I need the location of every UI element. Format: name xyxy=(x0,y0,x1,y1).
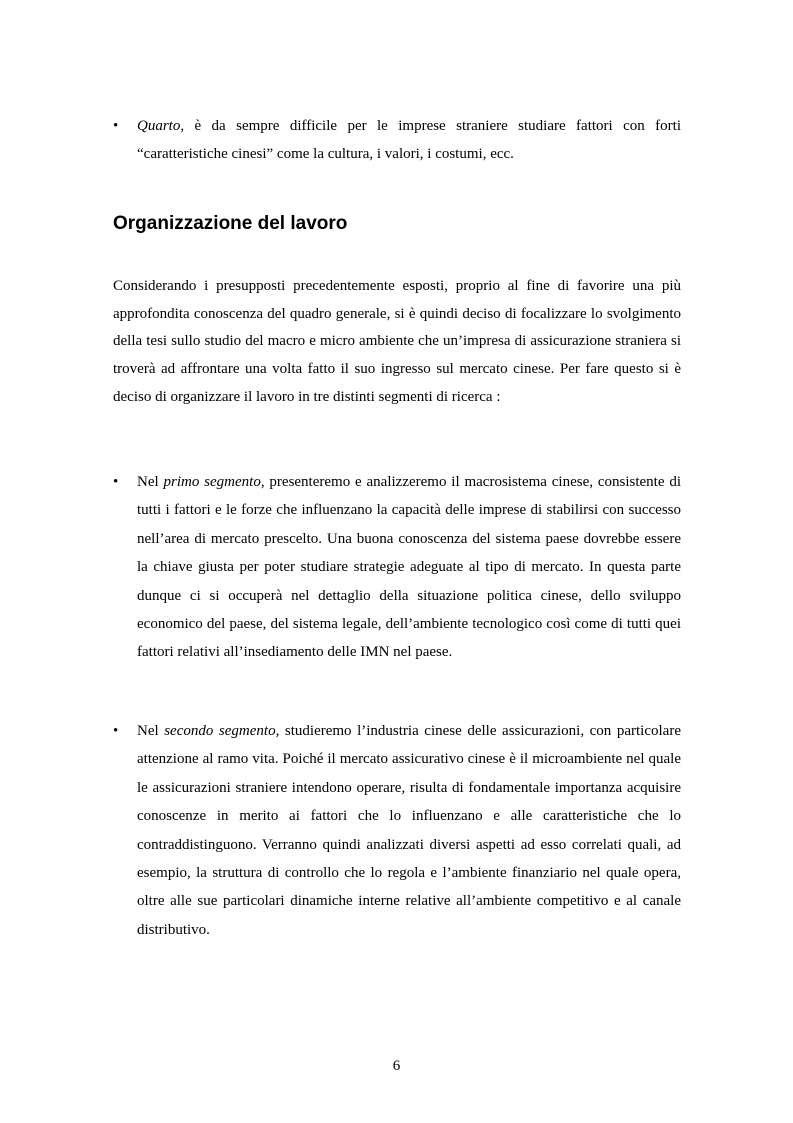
bullet-body: studieremo l’industria cinese delle assicurazioni, con particolare attenzione al ramo vita. Poiché il mercato assicurativo cinese è il microambiente nel quale le assicurazioni straniere intendono operare, risulta di fondamentale importanza acquisire conoscenze in merito ai fattori che lo influenzano e alle caratteristiche che lo contraddistinguono. Verranno quindi analizzati diversi aspetti ad esso correlati quali, ad esempio, la struttura di controllo che lo regola e l’ambiente finanziario nel quale opera, oltre alle sue particolari dinamiche interne relative all’ambiente competitivo e al canale distributivo. xyxy=(137,723,681,938)
bullet-prefix: Nel xyxy=(137,723,165,739)
bullet-item-text xyxy=(137,112,681,169)
bullet-item-secondo-segmento xyxy=(113,717,681,944)
section-heading: Organizzazione del lavoro xyxy=(113,213,348,234)
bullet-body: è da sempre difficile per le imprese straniere studiare fattori con forti “caratteristiche cinesi” come la cultura, i valori, i costumi, ecc. xyxy=(137,118,681,163)
bullet-item-text xyxy=(137,717,681,944)
bullet-body: presenteremo e analizzeremo il macrosistema cinese, consistente di tutti i fattori e le forze che influenzano la capacità delle imprese di stabilirsi con successo nell’area di mercato prescelto. Una buona conoscenza del sistema paese dovrebbe essere la chiave giusta per poter studiare strategie adeguate al tipo di mercato. In questa parte dunque ci si occuperà nel dettaglio della situazione politica cinese, dello sviluppo economico del paese, del sistema legale, dell’ambiente tecnologico così come di tutti quei fattori relativi all’insediamento delle IMN nel paese. xyxy=(137,474,681,661)
bullet-prefix: Nel xyxy=(137,474,164,490)
bullet-lead: secondo segmento, xyxy=(164,723,280,739)
bullet-icon: • xyxy=(113,118,119,134)
bullet-item-primo-segmento xyxy=(113,468,681,667)
bullet-icon: • xyxy=(113,474,119,490)
bullet-icon: • xyxy=(113,723,119,739)
bullet-item-quarto xyxy=(113,112,681,169)
intro-paragraph: Considerando i presupposti precedentemente esposti, proprio al fine di favorire una più approfondita conoscenza del quadro generale, si è quindi deciso di focalizzare lo svolgimento della tesi sullo studio del macro e micro ambiente che un’impresa di assicurazione straniera si troverà ad affrontare una volta fatto il suo ingresso sul mercato cinese. Per fare questo si è deciso di organizzare il lavoro in tre distinti segmenti di ricerca : xyxy=(113,278,681,405)
page-number: 6 xyxy=(392,1058,401,1074)
bullet-lead: Quarto, xyxy=(137,118,185,134)
bullet-lead: primo segmento, xyxy=(163,474,265,490)
bullet-item-text xyxy=(137,468,681,667)
